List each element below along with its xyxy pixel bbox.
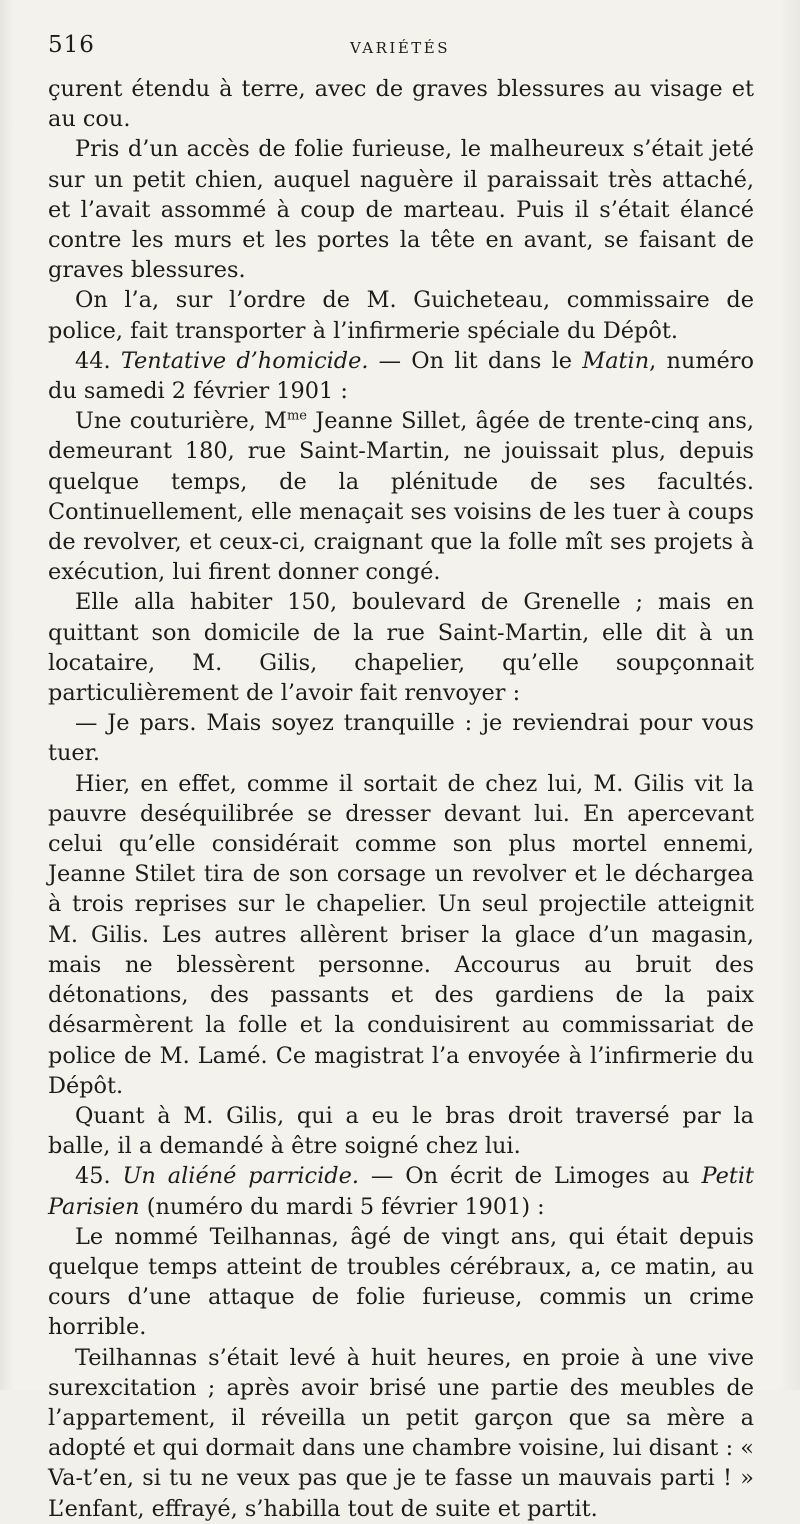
paragraph [48,1222,754,1343]
page-body [48,74,754,1524]
paragraph [48,346,754,406]
paragraph [48,1343,754,1524]
text-run: (numéro du mardi 5 février 1901) : [139,1193,545,1220]
paragraph [48,1101,754,1161]
italic-text: Matin [582,347,650,374]
paragraph [48,708,754,768]
paragraph [48,74,754,134]
text-run: Teilhannas s’était levé à huit heures, en proie à une vive surexcitation ; après avoir brisé une partie des meubles de l’appartement, il réveilla un petit garçon que sa mère a adopté et qui dormait dans une chambre voisine, lui disant : « Va-t’en, si tu ne veux pas que je te fasse un mauvais parti ! » L’enfant, effrayé, s’habilla tout de suite et partit. [48,1344,754,1522]
text-run: — On écrit de Limoges au [358,1163,702,1190]
paragraph [48,285,754,345]
page-number: 516 [48,32,95,58]
paragraph [48,1161,754,1221]
paragraph [48,587,754,708]
text-run: Le nommé Teilhannas, âgé de vingt ans, qui était depuis quelque temps atteint de troubles cérébraux, a, ce matin, au cours d’une attaque de folie furieuse, commis un crime horrible. [48,1223,754,1341]
text-run: çurent étendu à terre, avec de graves blessures au visage et au cou. [48,76,754,133]
text-run: Quant à M. Gilis, qui a eu le bras droit traversé par la balle, il a demandé à être soigné chez lui. [48,1102,754,1160]
text-run: Hier, en effet, comme il sortait de chez lui, M. Gilis vit la pauvre deséquilibrée se dresser devant lui. En apercevant celui qu’elle considérait comme son plus mortel ennemi, Jeanne Stilet tira de son corsage un revolver et le déchargea à trois reprises sur le chapelier. Un seul projectile atteignit M. Gilis. Les autres allèrent briser la glace d’un magasin, mais ne blessèrent personne. Accourus au bruit des détonations, des passants et des gardiens de la paix désarmèrent la folle et la conduisirent au commissariat de police de M. Lamé. Ce magistrat l’a envoyée à l’infirmerie du Dépôt. [48,770,754,1099]
paragraph [48,769,754,1101]
running-head: VARIÉTÉS [349,39,451,57]
text-run: — On lit dans le [368,347,583,374]
paragraph [48,406,754,587]
paragraph [48,134,754,285]
text-run: — Je pars. Mais soyez tranquille : je reviendrai pour vous tuer. [48,710,754,767]
italic-text: Petit Parisien [48,1163,754,1220]
text-run: 44. [75,347,121,374]
text-run: Elle alla habiter 150, boulevard de Grenelle ; mais en quittant son domicile de la rue Saint-Martin, elle dit à un locataire, M. Gilis, chapelier, qu’elle soupçonnait particulièrement de l’avoir fait renvoyer : [48,589,754,707]
text-run: Pris d’un accès de folie furieuse, le malheureux s’était jeté sur un petit chien, auquel naguère il paraissait très attaché, et l’avait assommé à coup de marteau. Puis il s’était élancé contre les murs et les portes la tête en avant, se faisant de graves blessures. [48,136,754,284]
italic-text: Tentative d’homicide. [120,347,369,374]
text-run: , numéro du samedi 2 février 1901 : [48,347,754,405]
superscript-text: me [286,408,307,424]
text-run: Une couturière, M [75,408,287,435]
text-run: Jeanne Sillet, âgée de trente-cinq ans, demeurant 180, rue Saint-Martin, ne jouissait plus, depuis quelque temps, de la plénitude de ses facultés. Continuellement, elle menaçait ses voisins de les tuer à coups de revolver, et ceux-ci, craignant que la folle mît ses projets à exécution, lui firent donner congé. [48,408,754,586]
italic-text: Un aliéné parricide. [122,1163,359,1190]
page-header [48,32,752,62]
text-run: On l’a, sur l’ordre de M. Guicheteau, commissaire de police, fait transporter à l’infirmerie spéciale du Dépôt. [48,287,754,344]
text-run: 45. [75,1163,123,1190]
